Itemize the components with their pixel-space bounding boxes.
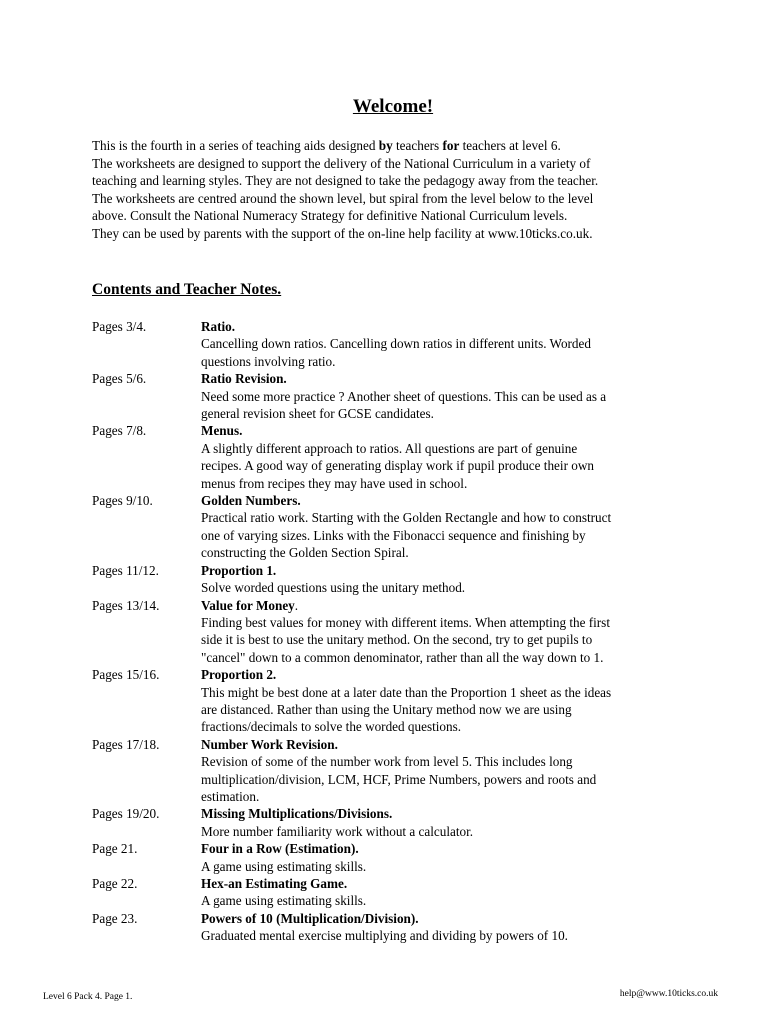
entry-body: [201, 597, 712, 667]
entry-heading: [201, 422, 712, 439]
intro-line: The worksheets are designed to support the delivery of the National Curriculum in a variety of: [92, 155, 591, 171]
entry-body: [201, 840, 712, 875]
contents-entry: [92, 666, 712, 736]
entry-note-line: Revision of some of the number work from level 5. This includes long: [201, 754, 573, 770]
intro-text: teachers: [392, 138, 443, 153]
entry-pages: Pages 19/20.: [92, 806, 160, 822]
entry-heading: [201, 318, 712, 335]
intro-emphasis: for: [442, 138, 460, 153]
entry-pages: Page 22.: [92, 876, 138, 891]
entry-pages: Pages 13/14.: [92, 597, 160, 613]
contents-entry: [92, 875, 712, 910]
entry-pages: Pages 5/6.: [92, 371, 147, 387]
entry-pages: Pages 7/8.: [92, 423, 147, 439]
entry-pages: Pages 15/16.: [92, 667, 160, 683]
entry-heading-text: Value for Money: [201, 597, 295, 613]
intro-text: teachers at level 6.: [459, 138, 561, 153]
intro-line: above. Consult the National Numeracy Strategy for definitive National Curriculum levels.: [92, 208, 568, 224]
entry-note-line: general revision sheet for GCSE candidates.: [201, 406, 434, 422]
entry-heading-text: Powers of 10 (Multiplication/Division).: [201, 910, 419, 926]
contents-entry: [92, 840, 712, 875]
footer-email: help@www.10ticks.co.uk: [619, 989, 718, 999]
contents-entry: [92, 910, 712, 945]
entry-heading-text: Menus.: [201, 423, 243, 439]
entry-heading-text: Hex-an Estimating Game.: [201, 876, 348, 891]
entry-note-line: Solve worded questions using the unitary method.: [201, 580, 466, 596]
entry-note-line: "cancel" down to a common denominator, rather than all the way down to 1.: [201, 649, 604, 665]
page-title: Welcome!: [352, 96, 434, 117]
contents-entry: [92, 492, 712, 562]
entry-heading-suffix: .: [294, 597, 299, 613]
entry-body: [201, 492, 712, 562]
entry-heading: [201, 736, 712, 753]
intro-text: This is the fourth in a series of teaching aids designed: [92, 138, 379, 153]
entry-pages: Page 21.: [92, 841, 138, 857]
entry-note-line: Finding best values for money with different items. When attempting the first: [201, 614, 610, 630]
entry-note-line: menus from recipes they may have used in school.: [201, 475, 468, 491]
entry-heading-text: Missing Multiplications/Divisions.: [201, 806, 393, 822]
entry-note-line: questions involving ratio.: [201, 353, 336, 369]
entry-body: [201, 370, 712, 422]
entry-body: [201, 666, 712, 736]
entry-note-line: are distanced. Rather than using the Unitary method now we are using: [201, 701, 572, 717]
entry-heading-text: Proportion 1.: [201, 562, 277, 578]
entry-body: [201, 875, 712, 910]
entry-pages: Page 23.: [92, 910, 138, 926]
entry-body: [201, 910, 712, 945]
intro-line: They can be used by parents with the support of the on-line help facility at www.10ticks.co.uk.: [92, 225, 593, 241]
entry-body: [201, 562, 712, 597]
entry-heading-text: Golden Numbers.: [201, 493, 301, 509]
entry-note-line: Cancelling down ratios. Cancelling down ratios in different units. Worded: [201, 336, 591, 352]
entry-note-line: This might be best done at a later date than the Proportion 1 sheet as the ideas: [201, 684, 612, 700]
entry-heading: [201, 562, 712, 579]
entry-note-line: More number familiarity work without a calculator.: [201, 823, 474, 839]
entry-note-line: side it is best to use the unitary method. On the second, try to get pupils to: [201, 632, 593, 648]
contents-heading: Contents and Teacher Notes.: [92, 281, 282, 298]
entry-body: [201, 318, 712, 370]
intro-emphasis: by: [378, 138, 393, 153]
entry-heading: [201, 805, 712, 822]
entry-note-line: constructing the Golden Section Spiral.: [201, 545, 409, 561]
entry-note-line: estimation.: [201, 788, 260, 804]
entry-heading: [201, 910, 712, 927]
entry-note-line: A game using estimating skills.: [201, 893, 367, 909]
entry-pages: Pages 17/18.: [92, 736, 160, 752]
entry-heading: [201, 370, 712, 387]
contents-entry: [92, 597, 712, 667]
entry-note-line: A game using estimating skills.: [201, 858, 367, 874]
entry-heading-text: Proportion 2.: [201, 667, 277, 683]
contents-entry: [92, 318, 712, 370]
entry-body: [201, 422, 712, 492]
entry-heading: [201, 666, 712, 683]
contents-entry: [92, 562, 712, 597]
entry-note-line: Need some more practice ? Another sheet of questions. This can be used as a: [201, 388, 607, 404]
contents-entry: [92, 736, 712, 806]
entry-pages: Pages 9/10.: [92, 493, 153, 509]
entry-heading: [201, 840, 712, 857]
intro-paragraph: [92, 137, 712, 243]
entry-body: [201, 805, 712, 840]
entry-note-line: recipes. A good way of generating display work if pupil produce their own: [201, 458, 594, 474]
entry-heading-text: Ratio Revision.: [201, 371, 287, 387]
intro-line: [92, 137, 712, 155]
intro-line: teaching and learning styles. They are not designed to take the pedagogy away from the teacher.: [92, 173, 599, 189]
entry-note-line: fractions/decimals to solve the worded questions.: [201, 719, 462, 735]
contents-entry: [92, 422, 712, 492]
contents-list: [92, 318, 712, 945]
contents-entry: [92, 805, 712, 840]
entry-note-line: A slightly different approach to ratios. All questions are part of genuine: [201, 440, 578, 456]
contents-entry: [92, 370, 712, 422]
entry-heading-text: Number Work Revision.: [201, 736, 338, 752]
entry-pages: Pages 11/12.: [92, 562, 159, 578]
entry-note-line: Practical ratio work. Starting with the Golden Rectangle and how to construct: [201, 510, 612, 526]
entry-note-line: Graduated mental exercise multiplying and dividing by powers of 10.: [201, 928, 568, 944]
entry-body: [201, 736, 712, 806]
entry-heading: [201, 597, 712, 614]
entry-heading-text: Ratio.: [201, 319, 236, 334]
entry-heading: [201, 492, 712, 509]
intro-line: The worksheets are centred around the shown level, but spiral from the level below to the level: [92, 190, 594, 206]
entry-note-line: multiplication/division, LCM, HCF, Prime Numbers, powers and roots and: [201, 771, 597, 787]
entry-heading-text: Four in a Row (Estimation).: [201, 841, 359, 857]
entry-pages: Pages 3/4.: [92, 319, 147, 334]
footer-page-label: Level 6 Pack 4. Page 1.: [43, 992, 133, 1002]
entry-note-line: one of varying sizes. Links with the Fibonacci sequence and finishing by: [201, 527, 586, 543]
entry-heading: [201, 875, 712, 892]
